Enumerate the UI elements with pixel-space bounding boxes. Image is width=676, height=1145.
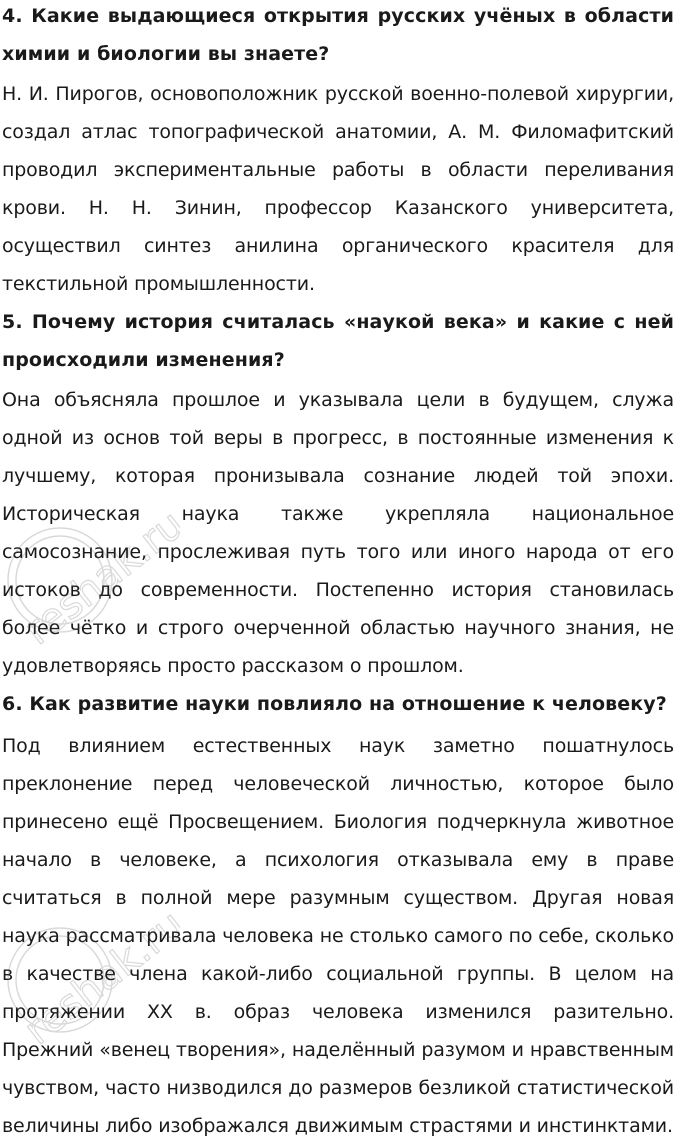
question-heading: 5. Почему история считалась «наукой века» и какие с ней происходили изменения? <box>2 311 674 371</box>
question-section-4 <box>2 0 674 303</box>
svg-text:reshak.ru: reshak.ru <box>15 901 180 1055</box>
answer-text: Под влиянием естественных наук заметно пошатнулось преклонение перед человеческой личностью, которое было принесено ещё Просвещением. Биология подчеркнула животное начало в человеке, а психология отказывала ему в праве считаться в полной мере разумным существом. Другая новая наука рассматривала человека не столько самого по себе, сколько в качестве члена какой-либо социальной группы. В целом на протяжении XX в. образ человека изменился разительно. Прежний «венец творения», наделённый разумом и нравственным чувством, часто низводился до размеров безликой статистической величины либо изображался движимым страстями и инстинктами. <box>2 735 674 1137</box>
answer-text: Она объясняла прошлое и указывала цели в будущем, служа одной из основ той веры в прогресс, в постоянные изменения к лучшему, которая пронизывала сознание людей той эпохи. Историческая наука также укрепляла национальное самосознание, прослеживая путь того или иного народа от его истоков до современности. Постепенно история становилась более чётко и строго очерченной областью научного знания, не удовлетворяясь просто рассказом о прошлом. <box>2 389 674 677</box>
answer-text: Н. И. Пирогов, основоположник русской военно-полевой хирургии, создал атлас топографической анатомии, А. М. Филомафитский проводил экспериментальные работы в области переливания крови. Н. Н. Зинин, профессор Казанского университета, осуществил синтез анилина органического красителя для текстильной промышленности. <box>2 83 674 295</box>
document-page <box>2 0 674 1145</box>
question-heading: 4. Какие выдающиеся открытия русских учёных в области химии и биологии вы знаете? <box>2 5 674 65</box>
svg-text:reshak.ru: reshak.ru <box>15 501 180 655</box>
question-section-5 <box>2 303 674 685</box>
question-heading: 6. Как развитие науки повлияло на отношение к человеку? <box>2 693 667 715</box>
question-section-6 <box>2 685 674 1145</box>
